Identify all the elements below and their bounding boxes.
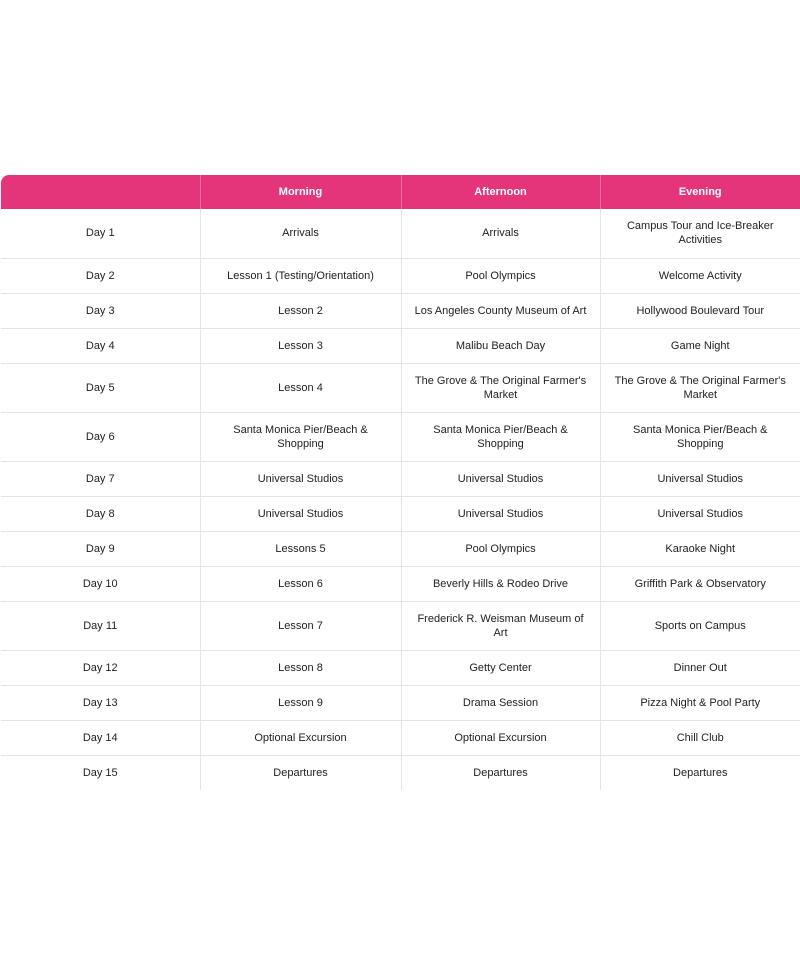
day-cell: Day 15: [82, 766, 118, 779]
header-evening: Evening: [600, 175, 800, 209]
evening-cell: Game Night: [600, 328, 800, 363]
day-cell: Day 10: [1, 566, 200, 601]
day-cell: Day 1: [1, 209, 200, 258]
morning-cell: Lesson 4: [200, 363, 401, 412]
table-row: [1, 496, 800, 531]
evening-cell: Griffith Park & Observatory: [600, 566, 800, 601]
evening-cell: Hollywood Boulevard Tour: [600, 293, 800, 328]
morning-cell: Arrivals: [200, 209, 401, 258]
afternoon-cell: Getty Center: [401, 650, 600, 685]
evening-cell: Campus Tour and Ice-Breaker Activities: [600, 209, 800, 258]
evening-cell: Universal Studios: [600, 461, 800, 496]
afternoon-cell: Beverly Hills & Rodeo Drive: [401, 566, 600, 601]
table-row: [1, 685, 800, 720]
morning-cell: Lesson 3: [200, 328, 401, 363]
morning-cell: Lesson 7: [200, 601, 401, 650]
morning-cell: Lesson 2: [200, 293, 401, 328]
evening-cell: Departures: [600, 755, 800, 790]
morning-cell: Lesson 6: [200, 566, 401, 601]
evening-cell: Welcome Activity: [600, 258, 800, 293]
morning-cell: Optional Excursion: [200, 720, 401, 755]
afternoon-cell: Santa Monica Pier/Beach & Shopping: [401, 412, 600, 461]
morning-cell: Lesson 1 (Testing/Orientation): [200, 258, 401, 293]
table-row: [1, 363, 800, 412]
table-row: [1, 461, 800, 496]
table-row: [1, 531, 800, 566]
evening-cell: The Grove & The Original Farmer's Market: [600, 363, 800, 412]
table-row: [1, 258, 800, 293]
afternoon-cell: Pool Olympics: [401, 258, 600, 293]
day-cell: Day 7: [1, 461, 200, 496]
afternoon-cell: Optional Excursion: [401, 720, 600, 755]
morning-cell: Universal Studios: [200, 461, 401, 496]
morning-cell: Lessons 5: [200, 531, 401, 566]
header-morning: Morning: [200, 175, 401, 209]
afternoon-cell: Malibu Beach Day: [401, 328, 600, 363]
afternoon-cell: Frederick R. Weisman Museum of Art: [401, 601, 600, 650]
table-row: [1, 328, 800, 363]
afternoon-cell: Drama Session: [401, 685, 600, 720]
evening-cell: Santa Monica Pier/Beach & Shopping: [600, 412, 800, 461]
evening-cell: Karaoke Night: [600, 531, 800, 566]
day-cell: Day 6: [1, 412, 200, 461]
table-row: [1, 293, 800, 328]
table-row: [1, 412, 800, 461]
day-cell: Day 3: [1, 293, 200, 328]
table-row: [1, 209, 800, 258]
table-row: [1, 566, 800, 601]
day-cell: Day 2: [1, 258, 200, 293]
table-row: [1, 650, 800, 685]
day-cell: Day 4: [1, 328, 200, 363]
evening-cell: Universal Studios: [600, 496, 800, 531]
table-row: [1, 755, 800, 790]
table-row: [1, 720, 800, 755]
morning-cell: Universal Studios: [200, 496, 401, 531]
day-cell: Day 13: [1, 685, 200, 720]
table-body: [1, 209, 800, 790]
day-cell: Day 14: [1, 720, 200, 755]
morning-cell: Lesson 8: [200, 650, 401, 685]
day-cell: Day 5: [1, 363, 200, 412]
afternoon-cell: Pool Olympics: [401, 531, 600, 566]
evening-cell: Dinner Out: [600, 650, 800, 685]
evening-cell: Chill Club: [600, 720, 800, 755]
morning-cell: Departures: [200, 755, 401, 790]
header-afternoon: Afternoon: [401, 175, 600, 209]
evening-cell: Pizza Night & Pool Party: [600, 685, 800, 720]
afternoon-cell: Departures: [401, 755, 600, 790]
day-cell: Day 12: [1, 650, 200, 685]
morning-cell: Santa Monica Pier/Beach & Shopping: [200, 412, 401, 461]
afternoon-cell: The Grove & The Original Farmer's Market: [401, 363, 600, 412]
day-cell: Day 9: [1, 531, 200, 566]
header-day: [1, 175, 200, 209]
day-cell: Day 11: [1, 601, 200, 650]
afternoon-cell: Universal Studios: [401, 496, 600, 531]
header-row: [1, 175, 800, 209]
day-cell: Day 8: [1, 496, 200, 531]
afternoon-cell: Los Angeles County Museum of Art: [401, 293, 600, 328]
morning-cell: Lesson 9: [200, 685, 401, 720]
evening-cell: Sports on Campus: [600, 601, 800, 650]
schedule-table: [1, 175, 800, 790]
afternoon-cell: Universal Studios: [401, 461, 600, 496]
table-row: [1, 601, 800, 650]
table-header: [1, 175, 800, 209]
afternoon-cell: Arrivals: [401, 209, 600, 258]
